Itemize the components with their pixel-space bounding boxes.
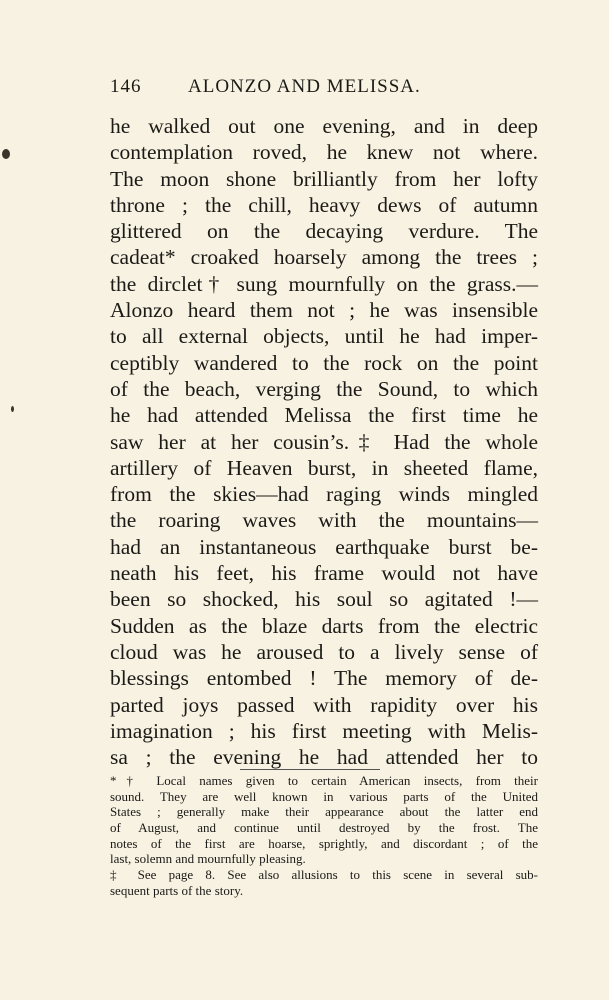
- footnote-text: [110, 773, 538, 899]
- body-line: cloud was he aroused to a lively sense of: [110, 639, 538, 664]
- body-line: contemplation roved, he knew not where.: [110, 140, 538, 165]
- body-line: of the beach, verging the Sound, to which: [110, 376, 538, 401]
- footnote-line: of August, and continue until destroyed by the frost. The: [110, 820, 538, 836]
- body-line: the dirclet† sung mournfully on the grass.—: [110, 271, 538, 296]
- footnote-line: last, solemn and mournfully pleasing.: [110, 851, 306, 867]
- body-line: been so shocked, his soul so agitated !—: [110, 587, 538, 612]
- body-line: from the skies—had raging winds mingled: [110, 482, 538, 507]
- margin-ink-mark: [11, 406, 14, 412]
- body-line: Alonzo heard them not ; he was insensible: [110, 298, 538, 323]
- body-line: imagination ; his first meeting with Melis-: [110, 718, 538, 743]
- body-line: Sudden as the blaze darts from the electric: [110, 613, 538, 638]
- body-line: he had attended Melissa the first time he: [110, 403, 538, 428]
- page-number: 146: [110, 76, 142, 97]
- footnote-line: sound. They are well known in various parts of the United: [110, 788, 538, 804]
- body-line: the roaring waves with the mountains—: [110, 508, 538, 533]
- body-line: had an instantaneous earthquake burst be-: [110, 534, 538, 559]
- body-line: glittered on the decaying verdure. The: [110, 219, 538, 244]
- body-line: neath his feet, his frame would not have: [110, 561, 538, 586]
- margin-ink-spot: [2, 149, 10, 159]
- body-line: cadeat* croaked hoarsely among the trees ;: [110, 245, 538, 270]
- footnote-line: notes of the first are hoarse, sprightly, and discordant ; of the: [110, 835, 538, 851]
- body-line: artillery of Heaven burst, in sheeted flame,: [110, 455, 538, 480]
- footnote-line: ‡ See page 8. See also allusions to this scene in several sub-: [110, 867, 538, 883]
- body-line: The moon shone brilliantly from her lofty: [110, 166, 538, 191]
- footnote-line: sequent parts of the story.: [110, 882, 244, 898]
- footnote-line: States ; generally make their appearance about the latter end: [110, 804, 538, 820]
- running-head: ALONZO AND MELISSA.: [188, 76, 421, 97]
- body-line: he walked out one evening, and in deep: [110, 114, 538, 138]
- body-line: blessings entombed ! The memory of de-: [110, 666, 538, 691]
- body-line: throne ; the chill, heavy dews of autumn: [110, 192, 538, 217]
- body-line: ceptibly wandered to the rock on the point: [110, 350, 538, 375]
- footnote-rule: [240, 769, 380, 770]
- body-line: saw her at her cousin’s.‡ Had the whole: [110, 429, 538, 454]
- body-line: to all external objects, until he had imper-: [110, 324, 538, 349]
- body-text: [110, 113, 538, 770]
- page-header: [110, 76, 440, 102]
- footnote-line: *† Local names given to certain American insects, from their: [110, 773, 538, 788]
- body-line: parted joys passed with rapidity over his: [110, 692, 538, 717]
- body-line: sa ; the evening he had attended her to: [110, 745, 538, 770]
